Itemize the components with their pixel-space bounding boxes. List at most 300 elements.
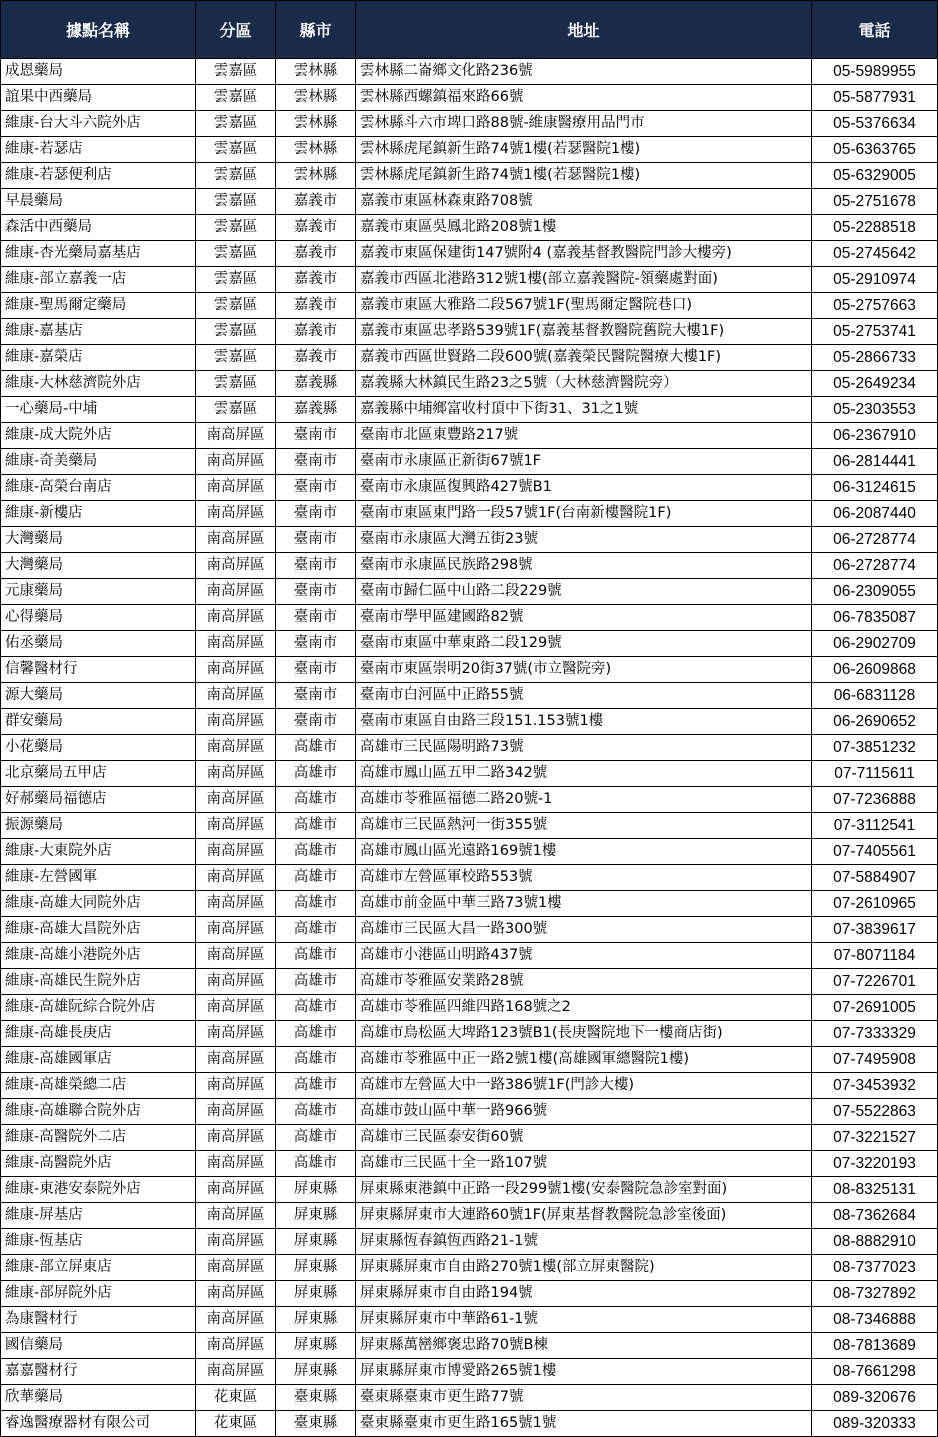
city-cell: 臺東縣 xyxy=(276,1385,356,1411)
phone-number-cell: 08-8882910 xyxy=(812,1229,938,1255)
address-cell: 高雄市三民區大昌一路300號 xyxy=(356,917,812,943)
table-row xyxy=(1,163,938,189)
phone-number-cell: 05-2866733 xyxy=(812,345,938,371)
address-cell: 高雄市三民區泰安街60號 xyxy=(356,1125,812,1151)
store-name-cell: 大灣藥局 xyxy=(1,527,196,553)
address-cell: 高雄市前金區中華三路73號1樓 xyxy=(356,891,812,917)
store-name-cell: 維康-大東院外店 xyxy=(1,839,196,865)
phone-number-cell: 08-7327892 xyxy=(812,1281,938,1307)
region-cell: 南高屏區 xyxy=(196,787,276,813)
city-cell: 臺南市 xyxy=(276,579,356,605)
region-cell: 南高屏區 xyxy=(196,631,276,657)
table-row xyxy=(1,423,938,449)
phone-number-cell: 07-2610965 xyxy=(812,891,938,917)
region-cell: 南高屏區 xyxy=(196,1125,276,1151)
table-row xyxy=(1,761,938,787)
phone-number-cell: 05-2303553 xyxy=(812,397,938,423)
phone-number-cell: 07-3839617 xyxy=(812,917,938,943)
city-cell: 屏東縣 xyxy=(276,1177,356,1203)
phone-number-cell: 08-8325131 xyxy=(812,1177,938,1203)
region-cell: 南高屏區 xyxy=(196,1333,276,1359)
city-cell: 屏東縣 xyxy=(276,1359,356,1385)
table-row xyxy=(1,1099,938,1125)
table-row xyxy=(1,241,938,267)
phone-number-cell: 06-2690652 xyxy=(812,709,938,735)
address-cell: 高雄市苓雅區中正一路2號1樓(高雄國軍總醫院1樓) xyxy=(356,1047,812,1073)
phone-number-cell: 05-2757663 xyxy=(812,293,938,319)
address-cell: 臺南市白河區中正路55號 xyxy=(356,683,812,709)
table-row xyxy=(1,293,938,319)
city-cell: 雲林縣 xyxy=(276,111,356,137)
region-cell: 南高屏區 xyxy=(196,1099,276,1125)
store-name-cell: 佑丞藥局 xyxy=(1,631,196,657)
store-name-cell: 維康-嘉榮店 xyxy=(1,345,196,371)
table-row xyxy=(1,345,938,371)
store-name-cell: 維康-部屏院外店 xyxy=(1,1281,196,1307)
address-cell: 屏東縣屏東市中華路61-1號 xyxy=(356,1307,812,1333)
store-name-cell: 森活中西藥局 xyxy=(1,215,196,241)
region-cell: 花東區 xyxy=(196,1385,276,1411)
address-cell: 臺東縣臺東市更生路77號 xyxy=(356,1385,812,1411)
store-name-cell: 維康-高醫院外店 xyxy=(1,1151,196,1177)
address-cell: 高雄市小港區山明路437號 xyxy=(356,943,812,969)
store-name-cell: 群安藥局 xyxy=(1,709,196,735)
city-cell: 雲林縣 xyxy=(276,137,356,163)
city-cell: 嘉義市 xyxy=(276,267,356,293)
region-cell: 南高屏區 xyxy=(196,995,276,1021)
region-cell: 南高屏區 xyxy=(196,839,276,865)
region-cell: 南高屏區 xyxy=(196,813,276,839)
table-row xyxy=(1,683,938,709)
region-cell: 雲嘉區 xyxy=(196,215,276,241)
phone-number-cell: 07-7226701 xyxy=(812,969,938,995)
region-cell: 南高屏區 xyxy=(196,449,276,475)
store-name-cell: 維康-聖馬爾定藥局 xyxy=(1,293,196,319)
store-name-cell: 維康-屏基店 xyxy=(1,1203,196,1229)
city-cell: 高雄市 xyxy=(276,1047,356,1073)
phone-number-cell: 06-2309055 xyxy=(812,579,938,605)
region-cell: 南高屏區 xyxy=(196,501,276,527)
phone-number-cell: 06-6831128 xyxy=(812,683,938,709)
store-name-cell: 維康-高雄大昌院外店 xyxy=(1,917,196,943)
city-cell: 高雄市 xyxy=(276,969,356,995)
table-row xyxy=(1,839,938,865)
address-cell: 屏東縣恆春鎮恆西路21-1號 xyxy=(356,1229,812,1255)
address-cell: 嘉義市東區保建街147號附4 (嘉義基督教醫院門診大樓旁) xyxy=(356,241,812,267)
address-cell: 高雄市左營區軍校路553號 xyxy=(356,865,812,891)
table-row xyxy=(1,475,938,501)
phone-number-cell: 07-8071184 xyxy=(812,943,938,969)
store-name-cell: 元康藥局 xyxy=(1,579,196,605)
city-cell: 高雄市 xyxy=(276,917,356,943)
region-cell: 雲嘉區 xyxy=(196,111,276,137)
address-cell: 臺南市永康區復興路427號B1 xyxy=(356,475,812,501)
city-cell: 嘉義市 xyxy=(276,319,356,345)
address-cell: 雲林縣虎尾鎮新生路74號1樓(若瑟醫院1樓) xyxy=(356,163,812,189)
region-cell: 雲嘉區 xyxy=(196,267,276,293)
city-cell: 臺南市 xyxy=(276,553,356,579)
address-cell: 臺南市永康區大灣五街23號 xyxy=(356,527,812,553)
table-row xyxy=(1,1073,938,1099)
city-cell: 屏東縣 xyxy=(276,1229,356,1255)
city-cell: 臺南市 xyxy=(276,605,356,631)
store-name-cell: 嘉嘉醫材行 xyxy=(1,1359,196,1385)
store-name-cell: 維康-左營國軍 xyxy=(1,865,196,891)
table-row xyxy=(1,943,938,969)
address-cell: 嘉義縣中埔鄉富收村頂中下街31、31之1號 xyxy=(356,397,812,423)
city-cell: 嘉義市 xyxy=(276,345,356,371)
city-cell: 高雄市 xyxy=(276,1099,356,1125)
region-cell: 雲嘉區 xyxy=(196,241,276,267)
table-row xyxy=(1,917,938,943)
store-name-cell: 維康-高雄國軍店 xyxy=(1,1047,196,1073)
city-cell: 高雄市 xyxy=(276,1151,356,1177)
store-name-cell: 心得藥局 xyxy=(1,605,196,631)
region-cell: 南高屏區 xyxy=(196,553,276,579)
region-cell: 雲嘉區 xyxy=(196,85,276,111)
phone-number-cell: 07-5884907 xyxy=(812,865,938,891)
store-name-cell: 維康-東港安泰院外店 xyxy=(1,1177,196,1203)
address-cell: 屏東縣屏東市自由路270號1樓(部立屏東醫院) xyxy=(356,1255,812,1281)
phone-number-cell: 07-2691005 xyxy=(812,995,938,1021)
city-cell: 臺南市 xyxy=(276,709,356,735)
phone-number-cell: 05-2751678 xyxy=(812,189,938,215)
phone-number-cell: 08-7813689 xyxy=(812,1333,938,1359)
phone-number-cell: 06-3124615 xyxy=(812,475,938,501)
region-cell: 南高屏區 xyxy=(196,527,276,553)
store-name-cell: 好郝藥局福德店 xyxy=(1,787,196,813)
phone-number-cell: 07-3221527 xyxy=(812,1125,938,1151)
store-name-cell: 一心藥局-中埔 xyxy=(1,397,196,423)
table-row xyxy=(1,267,938,293)
city-cell: 高雄市 xyxy=(276,1021,356,1047)
city-cell: 臺南市 xyxy=(276,423,356,449)
address-cell: 臺東縣臺東市更生路165號1號 xyxy=(356,1411,812,1437)
phone-number-cell: 07-7236888 xyxy=(812,787,938,813)
address-cell: 高雄市苓雅區安業路28號 xyxy=(356,969,812,995)
region-cell: 南高屏區 xyxy=(196,475,276,501)
phone-number-cell: 07-7115611 xyxy=(812,761,938,787)
store-name-cell: 維康-若瑟店 xyxy=(1,137,196,163)
region-cell: 雲嘉區 xyxy=(196,319,276,345)
region-cell: 南高屏區 xyxy=(196,1255,276,1281)
region-cell: 南高屏區 xyxy=(196,943,276,969)
phone-number-cell: 07-3851232 xyxy=(812,735,938,761)
phone-number-cell: 07-7405561 xyxy=(812,839,938,865)
table-row xyxy=(1,1203,938,1229)
region-cell: 南高屏區 xyxy=(196,1359,276,1385)
address-cell: 嘉義市東區吳鳳北路208號1樓 xyxy=(356,215,812,241)
region-cell: 南高屏區 xyxy=(196,761,276,787)
table-row xyxy=(1,527,938,553)
city-cell: 嘉義縣 xyxy=(276,397,356,423)
address-cell: 屏東縣萬巒鄉褒忠路70號B棟 xyxy=(356,1333,812,1359)
store-name-cell: 維康-高雄長庚店 xyxy=(1,1021,196,1047)
store-name-cell: 維康-高雄榮總二店 xyxy=(1,1073,196,1099)
table-row xyxy=(1,1047,938,1073)
phone-number-cell: 07-7333329 xyxy=(812,1021,938,1047)
phone-number-cell: 05-6363765 xyxy=(812,137,938,163)
table-row xyxy=(1,995,938,1021)
region-cell: 雲嘉區 xyxy=(196,189,276,215)
city-cell: 高雄市 xyxy=(276,865,356,891)
phone-number-cell: 05-2288518 xyxy=(812,215,938,241)
city-cell: 嘉義縣 xyxy=(276,371,356,397)
region-cell: 南高屏區 xyxy=(196,1047,276,1073)
table-row xyxy=(1,657,938,683)
table-row xyxy=(1,813,938,839)
region-cell: 雲嘉區 xyxy=(196,293,276,319)
store-name-cell: 維康-高榮台南店 xyxy=(1,475,196,501)
phone-number-cell: 06-7835087 xyxy=(812,605,938,631)
phone-number-cell: 05-2745642 xyxy=(812,241,938,267)
city-cell: 高雄市 xyxy=(276,891,356,917)
phone-number-cell: 08-7377023 xyxy=(812,1255,938,1281)
table-row xyxy=(1,891,938,917)
table-row xyxy=(1,553,938,579)
table-header-row xyxy=(1,1,938,59)
address-cell: 臺南市學甲區建國路82號 xyxy=(356,605,812,631)
address-cell: 高雄市鳥松區大埤路123號B1(長庚醫院地下一樓商店街) xyxy=(356,1021,812,1047)
table-row xyxy=(1,371,938,397)
region-cell: 南高屏區 xyxy=(196,1021,276,1047)
table-row xyxy=(1,1411,938,1437)
city-cell: 高雄市 xyxy=(276,735,356,761)
table-row xyxy=(1,189,938,215)
phone-number-cell: 06-2902709 xyxy=(812,631,938,657)
address-cell: 雲林縣二崙鄉文化路236號 xyxy=(356,59,812,85)
address-cell: 嘉義市東區忠孝路539號1F(嘉義基督教醫院舊院大樓1F) xyxy=(356,319,812,345)
table-row xyxy=(1,1281,938,1307)
phone-number-cell: 05-5989955 xyxy=(812,59,938,85)
region-cell: 南高屏區 xyxy=(196,1177,276,1203)
region-cell: 南高屏區 xyxy=(196,891,276,917)
table-row xyxy=(1,1125,938,1151)
address-cell: 臺南市東區自由路三段151.153號1樓 xyxy=(356,709,812,735)
address-cell: 高雄市三民區十全一路107號 xyxy=(356,1151,812,1177)
table-body xyxy=(1,59,938,1437)
store-name-cell: 早晨藥局 xyxy=(1,189,196,215)
city-cell: 臺南市 xyxy=(276,527,356,553)
city-cell: 高雄市 xyxy=(276,943,356,969)
phone-number-cell: 06-2609868 xyxy=(812,657,938,683)
region-cell: 南高屏區 xyxy=(196,579,276,605)
phone-number-cell: 05-2910974 xyxy=(812,267,938,293)
region-cell: 南高屏區 xyxy=(196,865,276,891)
phone-number-cell: 06-2087440 xyxy=(812,501,938,527)
table-row xyxy=(1,579,938,605)
table-row xyxy=(1,969,938,995)
table-row xyxy=(1,397,938,423)
address-cell: 屏東縣東港鎮中正路一段299號1樓(安泰醫院急診室對面) xyxy=(356,1177,812,1203)
city-cell: 高雄市 xyxy=(276,787,356,813)
phone-number-cell: 07-3220193 xyxy=(812,1151,938,1177)
phone-number-cell: 05-6329005 xyxy=(812,163,938,189)
store-name-cell: 維康-嘉基店 xyxy=(1,319,196,345)
address-cell: 高雄市鳳山區光遠路169號1樓 xyxy=(356,839,812,865)
store-name-cell: 維康-杏光藥局嘉基店 xyxy=(1,241,196,267)
region-cell: 花東區 xyxy=(196,1411,276,1437)
region-cell: 雲嘉區 xyxy=(196,345,276,371)
city-cell: 臺東縣 xyxy=(276,1411,356,1437)
store-name-cell: 欣華藥局 xyxy=(1,1385,196,1411)
store-name-cell: 維康-大林慈濟院外店 xyxy=(1,371,196,397)
header-name: 據點名稱 xyxy=(1,1,196,59)
store-name-cell: 維康-高雄小港院外店 xyxy=(1,943,196,969)
table-row xyxy=(1,1177,938,1203)
city-cell: 屏東縣 xyxy=(276,1333,356,1359)
city-cell: 高雄市 xyxy=(276,839,356,865)
header-phone: 電話 xyxy=(812,1,938,59)
city-cell: 嘉義市 xyxy=(276,215,356,241)
phone-number-cell: 07-7495908 xyxy=(812,1047,938,1073)
table-row xyxy=(1,1359,938,1385)
phone-number-cell: 08-7661298 xyxy=(812,1359,938,1385)
table-row xyxy=(1,59,938,85)
store-name-cell: 維康-高雄聯合院外店 xyxy=(1,1099,196,1125)
table-row xyxy=(1,85,938,111)
store-name-cell: 維康-部立屏東店 xyxy=(1,1255,196,1281)
city-cell: 臺南市 xyxy=(276,631,356,657)
city-cell: 臺南市 xyxy=(276,501,356,527)
address-cell: 臺南市東區崇明20街37號(市立醫院旁) xyxy=(356,657,812,683)
address-cell: 屏東縣屏東市大連路60號1F(屏東基督教醫院急診室後面) xyxy=(356,1203,812,1229)
region-cell: 南高屏區 xyxy=(196,709,276,735)
address-cell: 高雄市左營區大中一路386號1F(門診大樓) xyxy=(356,1073,812,1099)
city-cell: 高雄市 xyxy=(276,995,356,1021)
phone-number-cell: 089-320333 xyxy=(812,1411,938,1437)
table-row xyxy=(1,1151,938,1177)
address-cell: 雲林縣虎尾鎮新生路74號1樓(若瑟醫院1樓) xyxy=(356,137,812,163)
city-cell: 高雄市 xyxy=(276,1073,356,1099)
table-row xyxy=(1,1333,938,1359)
phone-number-cell: 08-7362684 xyxy=(812,1203,938,1229)
table-row xyxy=(1,605,938,631)
region-cell: 南高屏區 xyxy=(196,1281,276,1307)
address-cell: 屏東縣屏東市自由路194號 xyxy=(356,1281,812,1307)
store-name-cell: 維康-奇美藥局 xyxy=(1,449,196,475)
phone-number-cell: 07-5522863 xyxy=(812,1099,938,1125)
phone-number-cell: 08-7346888 xyxy=(812,1307,938,1333)
phone-number-cell: 089-320676 xyxy=(812,1385,938,1411)
region-cell: 南高屏區 xyxy=(196,1203,276,1229)
store-name-cell: 為康醫材行 xyxy=(1,1307,196,1333)
address-cell: 嘉義市東區林森東路708號 xyxy=(356,189,812,215)
phone-number-cell: 06-2814441 xyxy=(812,449,938,475)
city-cell: 臺南市 xyxy=(276,475,356,501)
address-cell: 高雄市三民區熱河一街355號 xyxy=(356,813,812,839)
address-cell: 屏東縣屏東市博愛路265號1樓 xyxy=(356,1359,812,1385)
store-name-cell: 維康-部立嘉義一店 xyxy=(1,267,196,293)
city-cell: 屏東縣 xyxy=(276,1307,356,1333)
address-cell: 臺南市北區東豐路217號 xyxy=(356,423,812,449)
table-row xyxy=(1,111,938,137)
region-cell: 南高屏區 xyxy=(196,683,276,709)
city-cell: 臺南市 xyxy=(276,683,356,709)
city-cell: 雲林縣 xyxy=(276,85,356,111)
city-cell: 屏東縣 xyxy=(276,1203,356,1229)
phone-number-cell: 06-2728774 xyxy=(812,553,938,579)
address-cell: 臺南市永康區正新街67號1F xyxy=(356,449,812,475)
region-cell: 南高屏區 xyxy=(196,735,276,761)
address-cell: 臺南市東區東門路一段57號1F(台南新樓醫院1F) xyxy=(356,501,812,527)
header-area: 分區 xyxy=(196,1,276,59)
store-name-cell: 信馨醫材行 xyxy=(1,657,196,683)
store-name-cell: 成恩藥局 xyxy=(1,59,196,85)
city-cell: 雲林縣 xyxy=(276,59,356,85)
address-cell: 臺南市歸仁區中山路二段229號 xyxy=(356,579,812,605)
address-cell: 嘉義市東區大雅路二段567號1F(聖馬爾定醫院巷口) xyxy=(356,293,812,319)
region-cell: 南高屏區 xyxy=(196,657,276,683)
address-cell: 高雄市苓雅區福德二路20號-1 xyxy=(356,787,812,813)
region-cell: 南高屏區 xyxy=(196,605,276,631)
region-cell: 雲嘉區 xyxy=(196,397,276,423)
store-name-cell: 維康-高雄民生院外店 xyxy=(1,969,196,995)
region-cell: 南高屏區 xyxy=(196,969,276,995)
table-row xyxy=(1,501,938,527)
city-cell: 臺南市 xyxy=(276,657,356,683)
address-cell: 雲林縣西螺鎮福來路66號 xyxy=(356,85,812,111)
region-cell: 南高屏區 xyxy=(196,1307,276,1333)
region-cell: 南高屏區 xyxy=(196,1073,276,1099)
store-name-cell: 維康-高雄阮綜合院外店 xyxy=(1,995,196,1021)
address-cell: 嘉義縣大林鎮民生路23之5號（大林慈濟醫院旁） xyxy=(356,371,812,397)
store-name-cell: 維康-成大院外店 xyxy=(1,423,196,449)
region-cell: 南高屏區 xyxy=(196,917,276,943)
store-name-cell: 維康-高醫院外二店 xyxy=(1,1125,196,1151)
region-cell: 雲嘉區 xyxy=(196,137,276,163)
header-city: 縣市 xyxy=(276,1,356,59)
store-name-cell: 大灣藥局 xyxy=(1,553,196,579)
store-name-cell: 維康-新樓店 xyxy=(1,501,196,527)
phone-number-cell: 05-2649234 xyxy=(812,371,938,397)
store-name-cell: 維康-恆基店 xyxy=(1,1229,196,1255)
city-cell: 臺南市 xyxy=(276,449,356,475)
address-cell: 高雄市苓雅區四維四路168號之2 xyxy=(356,995,812,1021)
region-cell: 雲嘉區 xyxy=(196,59,276,85)
phone-number-cell: 07-3453932 xyxy=(812,1073,938,1099)
phone-number-cell: 06-2728774 xyxy=(812,527,938,553)
table-row xyxy=(1,709,938,735)
header-address: 地址 xyxy=(356,1,812,59)
region-cell: 雲嘉區 xyxy=(196,371,276,397)
table-row xyxy=(1,787,938,813)
address-cell: 臺南市東區中華東路二段129號 xyxy=(356,631,812,657)
city-cell: 高雄市 xyxy=(276,761,356,787)
address-cell: 高雄市三民區陽明路73號 xyxy=(356,735,812,761)
store-name-cell: 源大藥局 xyxy=(1,683,196,709)
store-name-cell: 維康-若瑟便利店 xyxy=(1,163,196,189)
city-cell: 屏東縣 xyxy=(276,1255,356,1281)
table-row xyxy=(1,1385,938,1411)
table-row xyxy=(1,215,938,241)
store-name-cell: 誼果中西藥局 xyxy=(1,85,196,111)
table-row xyxy=(1,1255,938,1281)
phone-number-cell: 05-5376634 xyxy=(812,111,938,137)
phone-number-cell: 05-5877931 xyxy=(812,85,938,111)
address-cell: 嘉義市西區北港路312號1樓(部立嘉義醫院-領藥處對面) xyxy=(356,267,812,293)
table-row xyxy=(1,1021,938,1047)
city-cell: 嘉義市 xyxy=(276,293,356,319)
city-cell: 高雄市 xyxy=(276,1125,356,1151)
store-name-cell: 小花藥局 xyxy=(1,735,196,761)
table-row xyxy=(1,1307,938,1333)
table-row xyxy=(1,449,938,475)
table-row xyxy=(1,319,938,345)
city-cell: 嘉義市 xyxy=(276,241,356,267)
store-name-cell: 維康-台大斗六院外店 xyxy=(1,111,196,137)
table-row xyxy=(1,1229,938,1255)
